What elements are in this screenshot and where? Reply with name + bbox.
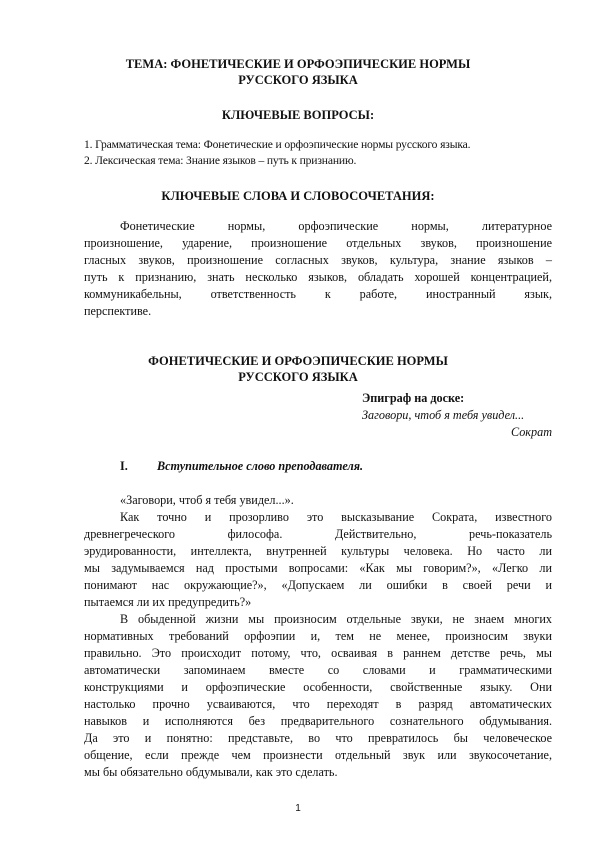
keywords-line-3: гласных звуков, произношение согласных звуков, культура, знание языков – — [84, 253, 552, 267]
body-line-12: конструкциями и орфоэпические особенности, свойственные языку. Они — [84, 680, 552, 694]
key-question-item-2: 2. Лексическая тема: Знание языков – путь к признанию. — [84, 154, 357, 167]
body-line-4: эрудированности, интеллекта, внутренней культуры человека. Но часто ли — [84, 544, 552, 558]
keywords-line-5: коммуникабельны, ответственность к работе, иностранный язык, — [84, 287, 552, 301]
epigraph-quote: Заговори, чтоб я тебя увидел... — [362, 408, 525, 422]
body-line-16: общение, если прежде чем произнести отдельный звук или звукосочетание, — [84, 748, 552, 762]
keywords-line-4: путь к признанию, знать несколько языков, обладать хорошей концентрацией, — [84, 270, 552, 284]
body-line-2: Как точно и прозорливо это высказывание Сократа, известного — [120, 510, 552, 524]
page-title-line-1: ТЕМА: ФОНЕТИЧЕСКИЕ И ОРФОЭПИЧЕСКИЕ НОРМЫ — [125, 57, 471, 71]
key-questions-heading: КЛЮЧЕВЫЕ ВОПРОСЫ: — [221, 108, 375, 122]
body-line-3: древнегреческого философа. Действительно, речь-показатель — [84, 527, 552, 541]
epigraph-label: Эпиграф на доске: — [362, 391, 465, 405]
body-line-5: мы задумываемся над простыми вопросами: «Как мы говорим?», «Легко ли — [84, 561, 552, 575]
keywords-heading: КЛЮЧЕВЫЕ СЛОВА И СЛОВОСОЧЕТАНИЯ: — [161, 189, 435, 203]
body-line-1: «Заговори, чтоб я тебя увидел...». — [120, 493, 294, 507]
body-line-13: настолько прочно усваиваются, что переходят в разряд автоматических — [84, 697, 552, 711]
epigraph-author: Сократ — [511, 425, 552, 439]
key-question-item-1: 1. Грамматическая тема: Фонетические и орфоэпические нормы русского языка. — [84, 138, 471, 151]
body-line-7: пытаемся ли их предупредить?» — [84, 595, 252, 609]
intro-number: I. — [120, 459, 128, 473]
body-line-15: Да это и понятно: представьте, во что превратилось бы человеческое — [84, 731, 552, 745]
body-line-10: правильно. Это происходит потому, что, осваивая в раннем детстве речь, мы — [84, 646, 552, 660]
page-number: 1 — [295, 803, 301, 814]
keywords-line-2: произношение, ударение, произношение отдельных звуков, произношение — [84, 236, 552, 250]
body-line-11: автоматически запоминаем вместе со словами и грамматическими — [84, 663, 552, 677]
keywords-line-6: перспективе. — [84, 304, 152, 318]
body-line-14: навыков и исполняются без предварительного сознательного обдумывания. — [84, 714, 552, 728]
body-line-8: В обыденной жизни мы произносим отдельные звуки, не знаем многих — [120, 612, 552, 626]
body-line-6: понимают нас окружающие?», «Допускаем ли ошибки в своей речи и — [84, 578, 552, 592]
body-line-17: мы бы обязательно обдумывали, как это сделать. — [84, 765, 338, 779]
keywords-line-1: Фонетические нормы, орфоэпические нормы, литературное — [120, 219, 552, 233]
intro-heading: Вступительное слово преподавателя. — [157, 459, 364, 473]
section-title-line-1: ФОНЕТИЧЕСКИЕ И ОРФОЭПИЧЕСКИЕ НОРМЫ — [148, 354, 448, 368]
page-title-line-2: РУССКОГО ЯЗЫКА — [238, 73, 358, 87]
body-line-9: нормативных требований орфоэпии и, тем не менее, произносим звуки — [84, 629, 552, 643]
section-title-line-2: РУССКОГО ЯЗЫКА — [238, 370, 358, 384]
